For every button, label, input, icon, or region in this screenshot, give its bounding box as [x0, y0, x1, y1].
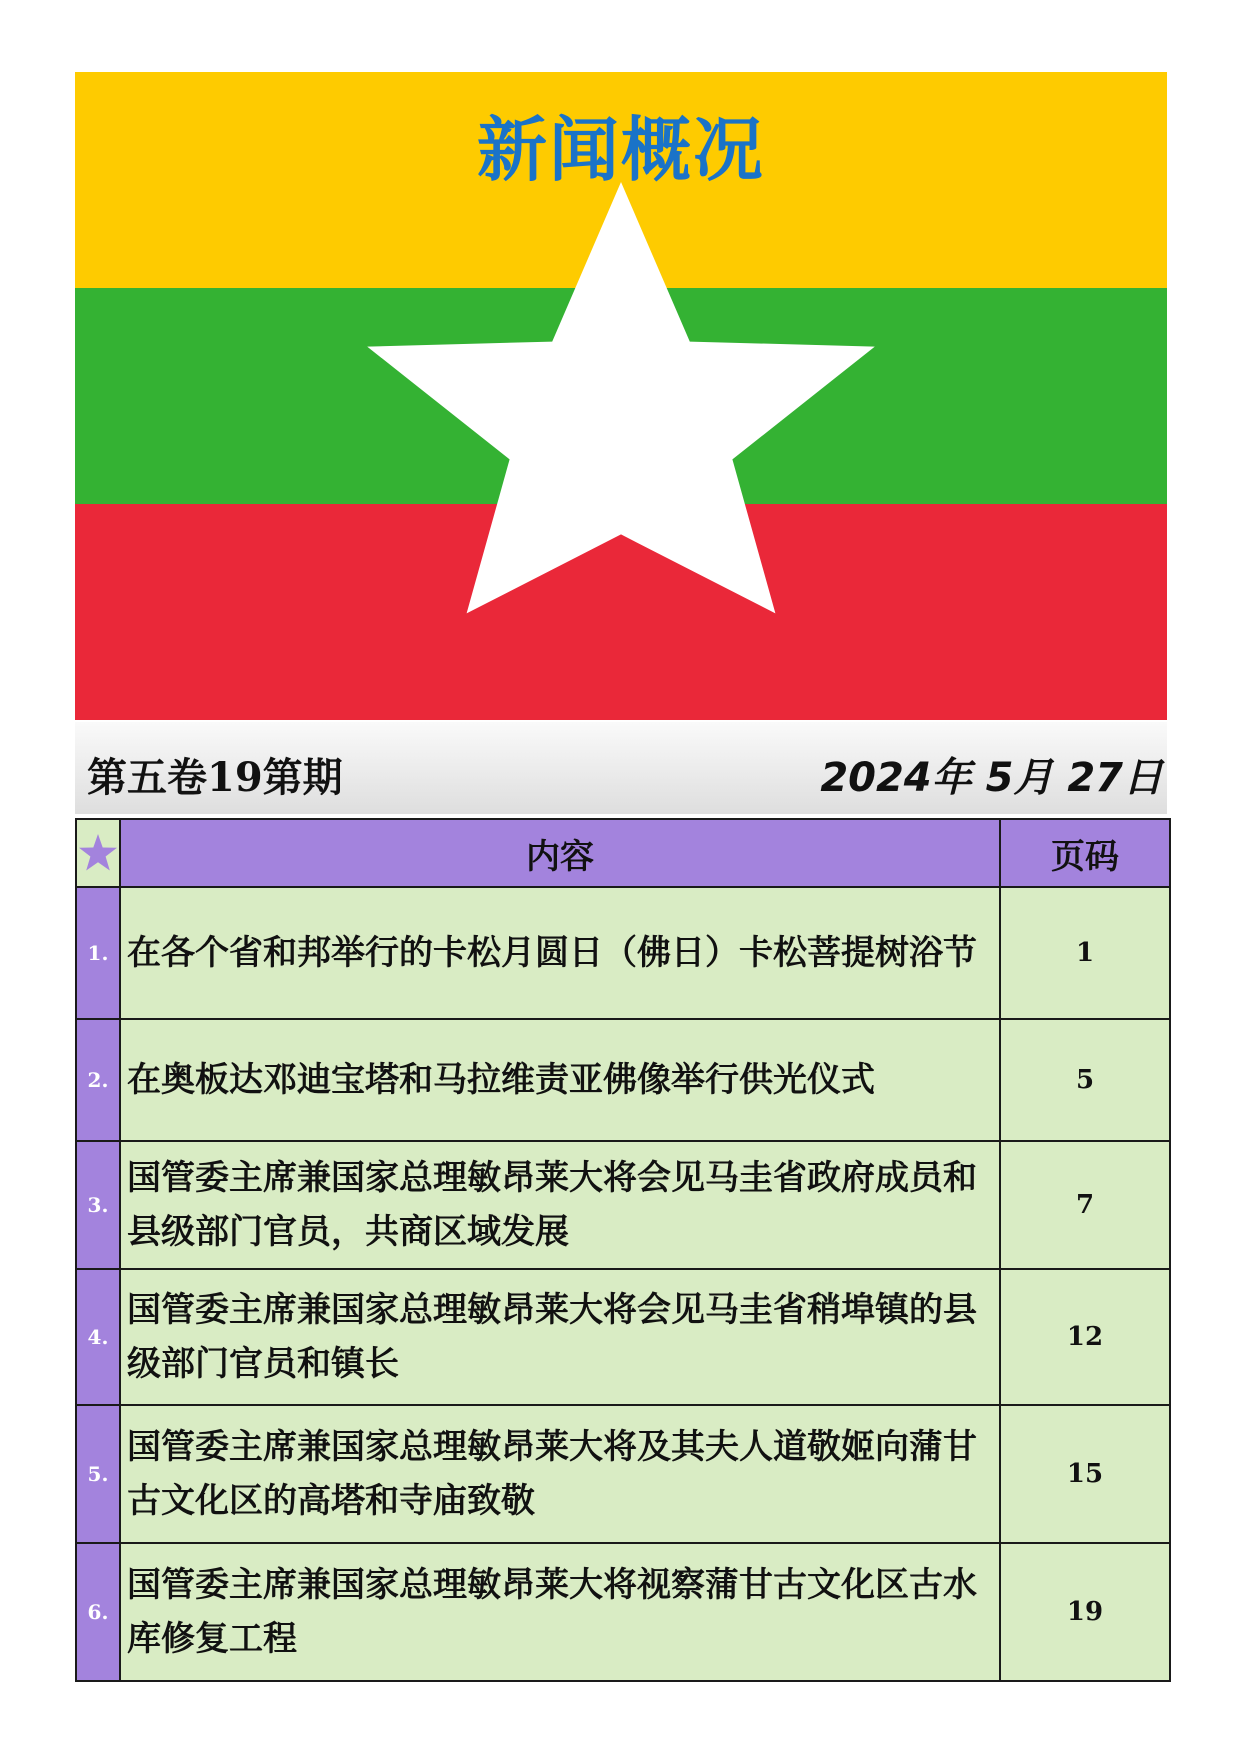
row-number: 3.: [76, 1141, 120, 1269]
flag-red-band: [75, 504, 1167, 720]
row-page: 1: [1000, 887, 1170, 1019]
row-title: 国管委主席兼国家总理敏昂莱大将视察蒲甘古文化区古水库修复工程: [120, 1543, 1000, 1681]
row-title: 国管委主席兼国家总理敏昂莱大将及其夫人道敬姬向蒲甘古文化区的高塔和寺庙致敬: [120, 1405, 1000, 1543]
row-number: 2.: [76, 1019, 120, 1141]
row-number: 4.: [76, 1269, 120, 1405]
row-page: 15: [1000, 1405, 1170, 1543]
page-title: 新闻概况: [477, 109, 765, 191]
issue-date: 2024年 5月 27日: [820, 755, 1163, 801]
row-number: 5.: [76, 1405, 120, 1543]
row-page: 12: [1000, 1269, 1170, 1405]
table-row[interactable]: [76, 1019, 1170, 1141]
toc-header-row: [76, 819, 1170, 887]
table-of-contents: [75, 818, 1171, 1682]
myanmar-flag: [75, 72, 1167, 720]
row-page: 19: [1000, 1543, 1170, 1681]
toc-header-star: [76, 819, 120, 887]
volume-issue: 第五卷19第期: [87, 754, 343, 801]
row-title: 在各个省和邦举行的卡松月圆日（佛日）卡松菩提树浴节: [120, 887, 1000, 1019]
row-page: 7: [1000, 1141, 1170, 1269]
table-row[interactable]: [76, 1141, 1170, 1269]
row-title: 国管委主席兼国家总理敏昂莱大将会见马圭省稍埠镇的县级部门官员和镇长: [120, 1269, 1000, 1405]
table-row[interactable]: [76, 1269, 1170, 1405]
table-row[interactable]: [76, 887, 1170, 1019]
row-number: 6.: [76, 1543, 120, 1681]
table-row[interactable]: [76, 1543, 1170, 1681]
row-number: 1.: [76, 887, 120, 1019]
star-icon: [78, 833, 118, 873]
row-title: 国管委主席兼国家总理敏昂莱大将会见马圭省政府成员和县级部门官员，共商区域发展: [120, 1141, 1000, 1269]
row-page: 5: [1000, 1019, 1170, 1141]
toc-header-page: 页码: [1000, 819, 1170, 887]
toc-header-content: 内容: [120, 819, 1000, 887]
row-title: 在奥板达邓迪宝塔和马拉维责亚佛像举行供光仪式: [120, 1019, 1000, 1141]
table-row[interactable]: [76, 1405, 1170, 1543]
issue-bar: [75, 722, 1167, 814]
